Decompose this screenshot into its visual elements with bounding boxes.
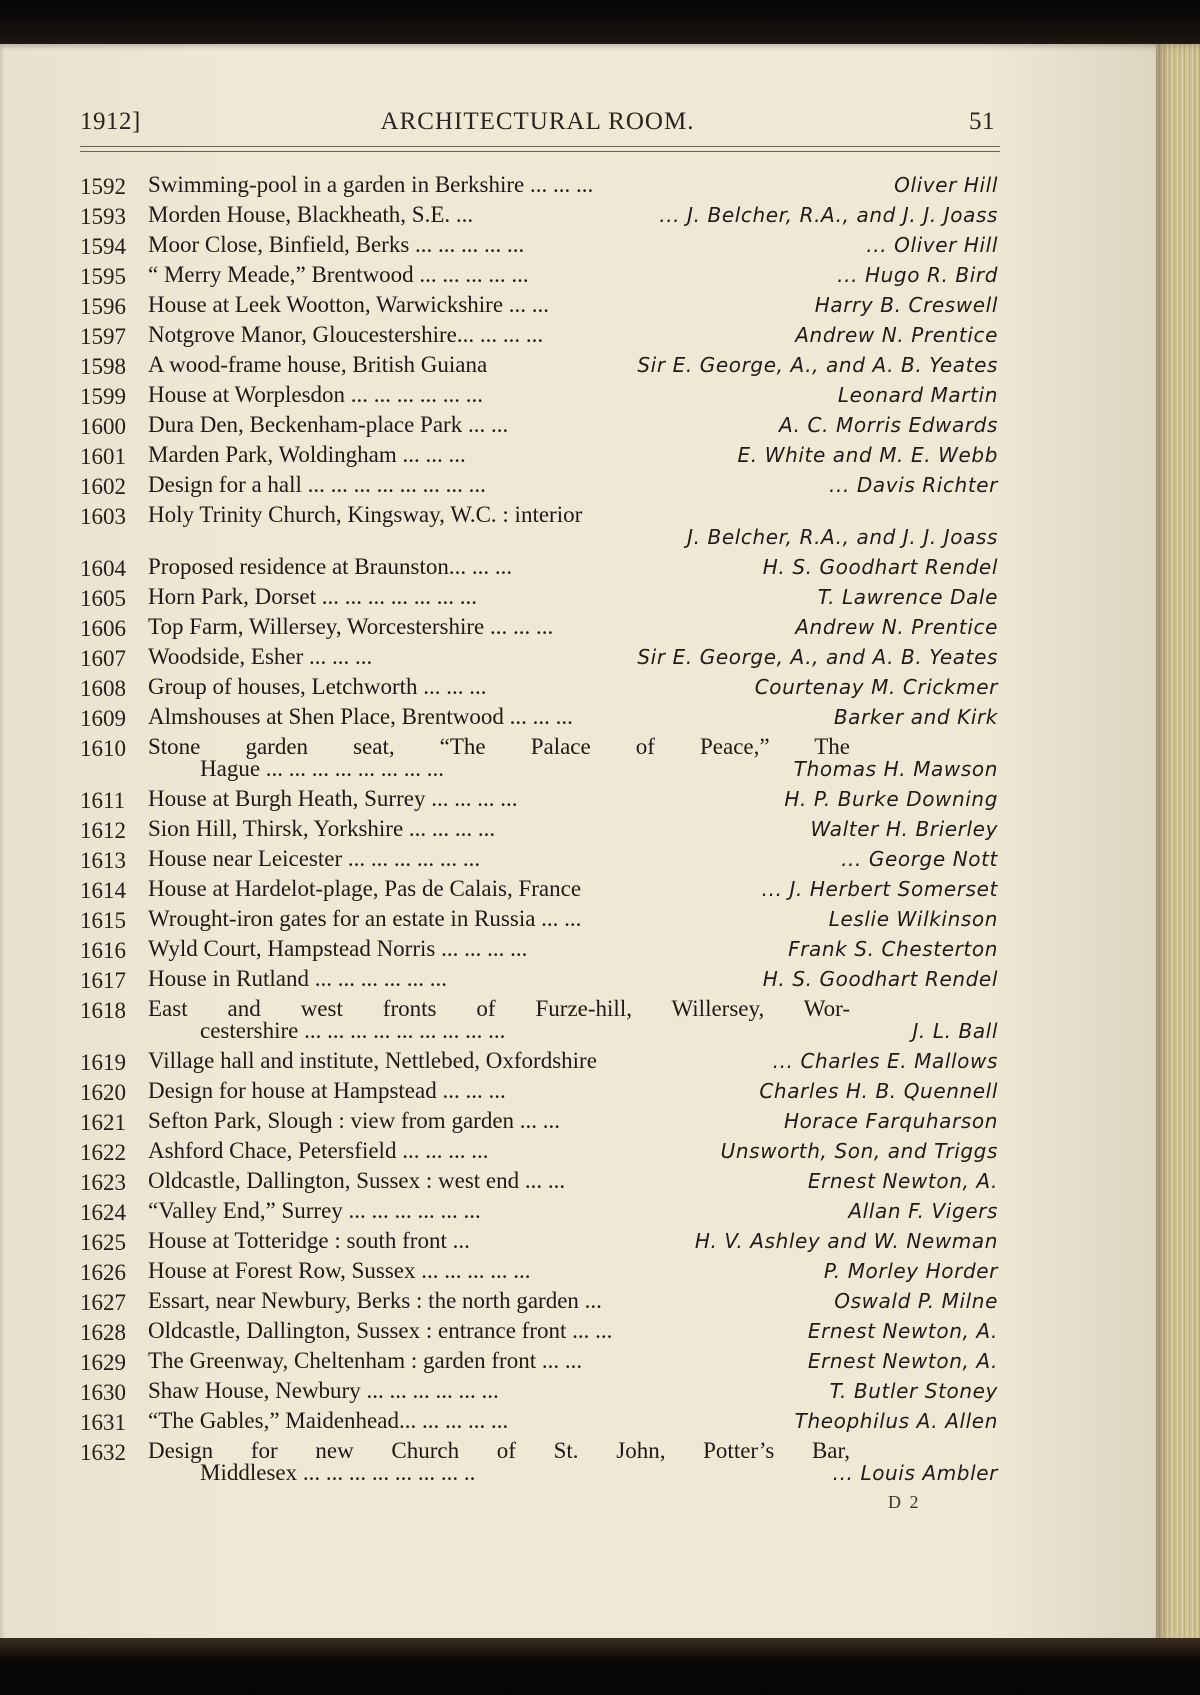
entry-number: 1604 [80, 556, 126, 581]
entry-number: 1599 [80, 384, 126, 409]
entry-number: 1592 [80, 174, 126, 199]
catalogue-entry [80, 350, 1000, 380]
page-edge [1156, 44, 1200, 1650]
entry-title: Horn Park, Dorset ... ... ... ... ... ... ... [148, 584, 477, 609]
entry-number: 1607 [80, 646, 126, 671]
entry-title: Sefton Park, Slough : view from garden ... ... [148, 1108, 561, 1133]
entry-architect: Ernest Newton, A. [807, 1319, 998, 1343]
catalogue-entry [80, 964, 1000, 994]
catalogue-entry [80, 260, 1000, 290]
catalogue-entry [80, 1076, 1000, 1106]
entry-title: House at Hardelot-plage, Pas de Calais, France [148, 876, 582, 901]
entry-number: 1606 [80, 616, 126, 641]
entry-title: House at Forest Row, Sussex ... ... ... ... ... [148, 1258, 531, 1283]
entry-number: 1623 [80, 1170, 126, 1195]
entry-title: Essart, near Newbury, Berks : the north garden ... [148, 1288, 602, 1313]
entry-architect: E. White and M. E. Webb [737, 443, 998, 467]
entry-title: Stone garden seat, “The Palace of Peace,” The [148, 734, 850, 759]
entry-number: 1593 [80, 204, 126, 229]
catalogue-entry [80, 1346, 1000, 1376]
entry-architect: ... J. Belcher, R.A., and J. J. Joass [659, 203, 998, 227]
catalogue-entry [80, 642, 1000, 672]
entry-architect: Oliver Hill [894, 173, 998, 197]
entry-architect: ... Charles E. Mallows [772, 1049, 998, 1073]
catalogue-entry [80, 1136, 1000, 1166]
entry-title: Dura Den, Beckenham-place Park ... ... [148, 412, 509, 437]
entry-architect: Harry B. Creswell [814, 293, 998, 317]
entry-title: “ Merry Meade,” Brentwood ... ... ... ... ... [148, 262, 529, 287]
entry-title: Oldcastle, Dallington, Sussex : entrance front ... ... [148, 1318, 613, 1343]
page-number: 51 [969, 108, 995, 135]
entry-title: Design for new Church of St. John, Potter’s Bar, [148, 1438, 850, 1463]
catalogue-entry [80, 1316, 1000, 1346]
entry-architect: Walter H. Brierley [810, 817, 998, 841]
entry-number: 1628 [80, 1320, 126, 1345]
entry-architect: H. S. Goodhart Rendel [762, 967, 998, 991]
catalogue-entry [80, 1196, 1000, 1226]
entry-title-continued: Hague ... ... ... ... ... ... ... ... [200, 756, 445, 781]
entry-number: 1616 [80, 938, 126, 963]
catalogue-entry [80, 1226, 1000, 1256]
catalogue-entry [80, 904, 1000, 934]
entry-architect: Oswald P. Milne [834, 1289, 998, 1313]
entry-architect: ... J. Herbert Somerset [761, 877, 998, 901]
entry-title: Village hall and institute, Nettlebed, Oxfordshire [148, 1048, 597, 1073]
entry-architect: Charles H. B. Quennell [759, 1079, 998, 1103]
catalogue-entry [80, 380, 1000, 410]
entry-number: 1615 [80, 908, 126, 933]
entry-architect: Barker and Kirk [833, 705, 998, 729]
entry-title: Top Farm, Willersey, Worcestershire ... ... ... [148, 614, 554, 639]
catalogue-entry [80, 844, 1000, 874]
entry-number: 1596 [80, 294, 126, 319]
entry-architect: ... Oliver Hill [866, 233, 998, 257]
entry-architect: T. Lawrence Dale [817, 585, 998, 609]
entry-title: Design for a hall ... ... ... ... ... ... ... ... [148, 472, 486, 497]
entry-architect: ... George Nott [841, 847, 998, 871]
catalogue-entry [80, 1436, 1000, 1488]
entry-title: Wrought-iron gates for an estate in Russia ... ... [148, 906, 582, 931]
entry-number: 1612 [80, 818, 126, 843]
printer-signature: D 2 [888, 1492, 921, 1512]
entry-number: 1629 [80, 1350, 126, 1375]
entry-architect: Leslie Wilkinson [828, 907, 998, 931]
header-year: 1912] [80, 108, 141, 135]
entry-architect: Frank S. Chesterton [788, 937, 998, 961]
entry-title: Marden Park, Woldingham ... ... ... [148, 442, 466, 467]
entry-architect: J. L. Ball [912, 1019, 998, 1043]
catalogue-entry [80, 552, 1000, 582]
entry-number: 1605 [80, 586, 126, 611]
entry-title: A wood-frame house, British Guiana [148, 352, 488, 377]
entry-number: 1626 [80, 1260, 126, 1285]
entry-architect: Andrew N. Prentice [795, 615, 998, 639]
entry-architect: ... Davis Richter [829, 473, 998, 497]
entry-title: House in Rutland ... ... ... ... ... ... [148, 966, 447, 991]
entry-architect: J. Belcher, R.A., and J. J. Joass [687, 525, 998, 549]
catalogue-entry [80, 1256, 1000, 1286]
catalogue-entry [80, 1046, 1000, 1076]
entry-number: 1609 [80, 706, 126, 731]
entry-title: House at Totteridge : south front ... [148, 1228, 470, 1253]
entry-number: 1601 [80, 444, 126, 469]
catalogue-entry [80, 702, 1000, 732]
entry-title: Almshouses at Shen Place, Brentwood ... ... ... [148, 704, 573, 729]
entry-number: 1614 [80, 878, 126, 903]
entry-number: 1622 [80, 1140, 126, 1165]
catalogue-entry [80, 230, 1000, 260]
entry-title: Moor Close, Binfield, Berks ... ... ... ... ... [148, 232, 525, 257]
catalogue-entry [80, 1166, 1000, 1196]
entry-number: 1619 [80, 1050, 126, 1075]
catalogue-list [80, 170, 1000, 1488]
entry-architect: Leonard Martin [837, 383, 998, 407]
entry-title: Shaw House, Newbury ... ... ... ... ... ... [148, 1378, 499, 1403]
catalogue-entry [80, 1286, 1000, 1316]
entry-number: 1627 [80, 1290, 126, 1315]
entry-number: 1625 [80, 1230, 126, 1255]
catalogue-entry [80, 440, 1000, 470]
catalogue-entry [80, 612, 1000, 642]
entry-title-continued: Middlesex ... ... ... ... ... ... ... .. [200, 1460, 476, 1485]
catalogue-entry [80, 672, 1000, 702]
scan-bottom-border [0, 1638, 1200, 1695]
entry-architect: Theophilus A. Allen [794, 1409, 998, 1433]
entry-architect: Ernest Newton, A. [807, 1169, 998, 1193]
entry-title: Sion Hill, Thirsk, Yorkshire ... ... ... ... [148, 816, 496, 841]
entry-architect: ... Hugo R. Bird [837, 263, 998, 287]
entry-architect: Ernest Newton, A. [807, 1349, 998, 1373]
entry-title: Holy Trinity Church, Kingsway, W.C. : interior [148, 502, 583, 527]
entry-number: 1613 [80, 848, 126, 873]
entry-title: House at Worplesdon ... ... ... ... ... ... [148, 382, 484, 407]
entry-title: Group of houses, Letchworth ... ... ... [148, 674, 487, 699]
entry-title: Proposed residence at Braunston... ... ... [148, 554, 513, 579]
entry-number: 1611 [80, 788, 126, 813]
entry-title: Woodside, Esher ... ... ... [148, 644, 373, 669]
entry-title: Morden House, Blackheath, S.E. ... [148, 202, 474, 227]
catalogue-entry [80, 1376, 1000, 1406]
entry-number: 1620 [80, 1080, 126, 1105]
header-rule-bottom [80, 151, 1000, 152]
entry-architect: H. P. Burke Downing [784, 787, 998, 811]
entry-title: House near Leicester ... ... ... ... ... ... [148, 846, 481, 871]
entry-title: Notgrove Manor, Gloucestershire... ... ... ... [148, 322, 544, 347]
entry-architect: Courtenay M. Crickmer [754, 675, 998, 699]
catalogue-entry [80, 320, 1000, 350]
entry-number: 1624 [80, 1200, 126, 1225]
entry-architect: H. S. Goodhart Rendel [762, 555, 998, 579]
entry-number: 1630 [80, 1380, 126, 1405]
entry-architect: Andrew N. Prentice [795, 323, 998, 347]
entry-title: Wyld Court, Hampstead Norris ... ... ... ... [148, 936, 528, 961]
entry-architect: A. C. Morris Edwards [778, 413, 998, 437]
entry-title: “Valley End,” Surrey ... ... ... ... ... ... [148, 1198, 481, 1223]
entry-architect: Sir E. George, A., and A. B. Yeates [637, 353, 998, 377]
entry-number: 1631 [80, 1410, 126, 1435]
entry-number: 1608 [80, 676, 126, 701]
catalogue-entry [80, 814, 1000, 844]
header-rule-top [80, 146, 1000, 147]
catalogue-entry [80, 200, 1000, 230]
catalogue-entry [80, 470, 1000, 500]
entry-title: “The Gables,” Maidenhead... ... ... ... ... [148, 1408, 509, 1433]
catalogue-entry [80, 1106, 1000, 1136]
entry-architect: Horace Farquharson [783, 1109, 998, 1133]
entry-number: 1618 [80, 998, 126, 1023]
catalogue-entry [80, 874, 1000, 904]
entry-title-continued: cestershire ... ... ... ... ... ... ... ... ... [200, 1018, 506, 1043]
catalogue-entry [80, 582, 1000, 612]
entry-number: 1598 [80, 354, 126, 379]
running-header [80, 108, 995, 144]
entry-architect: P. Morley Horder [823, 1259, 998, 1283]
entry-architect: Thomas H. Mawson [793, 757, 998, 781]
catalogue-entry [80, 290, 1000, 320]
entry-architect: Sir E. George, A., and A. B. Yeates [637, 645, 998, 669]
catalogue-entry [80, 1406, 1000, 1436]
entry-number: 1610 [80, 736, 126, 761]
entry-number: 1632 [80, 1440, 126, 1465]
entry-architect: H. V. Ashley and W. Newman [694, 1229, 998, 1253]
catalogue-entry [80, 784, 1000, 814]
entry-title: Swimming-pool in a garden in Berkshire ... ... ... [148, 172, 594, 197]
entry-title: East and west fronts of Furze-hill, Willersey, Wor- [148, 996, 850, 1021]
catalogue-entry [80, 500, 1000, 552]
entry-number: 1597 [80, 324, 126, 349]
entry-number: 1602 [80, 474, 126, 499]
entry-number: 1621 [80, 1110, 126, 1135]
entry-number: 1595 [80, 264, 126, 289]
entry-title: Ashford Chace, Petersfield ... ... ... ... [148, 1138, 489, 1163]
entry-architect: T. Butler Stoney [829, 1379, 998, 1403]
entry-architect: Allan F. Vigers [848, 1199, 998, 1223]
catalogue-entry [80, 732, 1000, 784]
entry-title: The Greenway, Cheltenham : garden front ... ... [148, 1348, 583, 1373]
catalogue-entry [80, 994, 1000, 1046]
entry-title: House at Burgh Heath, Surrey ... ... ... ... [148, 786, 518, 811]
header-title: ARCHITECTURAL ROOM. [380, 108, 695, 135]
entry-number: 1594 [80, 234, 126, 259]
entry-title: Design for house at Hampstead ... ... ... [148, 1078, 506, 1103]
entry-title: Oldcastle, Dallington, Sussex : west end ... ... [148, 1168, 566, 1193]
catalogue-entry [80, 934, 1000, 964]
entry-architect: ... Louis Ambler [832, 1461, 998, 1485]
catalogue-entry [80, 170, 1000, 200]
entry-architect: Unsworth, Son, and Triggs [720, 1139, 998, 1163]
entry-number: 1600 [80, 414, 126, 439]
catalogue-entry [80, 410, 1000, 440]
entry-number: 1603 [80, 504, 126, 529]
entry-title: House at Leek Wootton, Warwickshire ... ... [148, 292, 550, 317]
entry-number: 1617 [80, 968, 126, 993]
